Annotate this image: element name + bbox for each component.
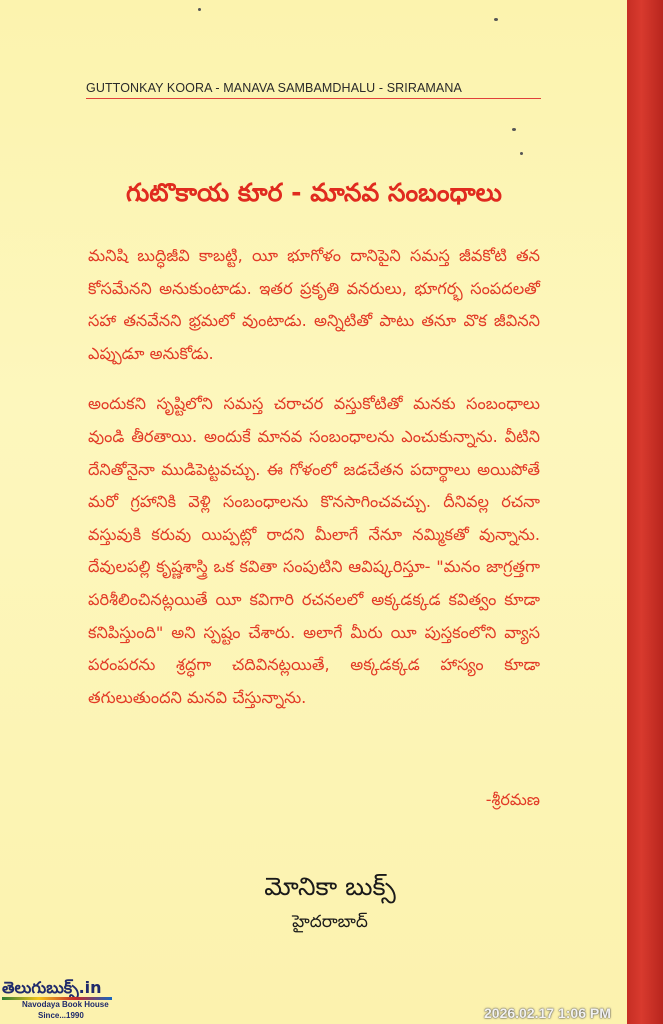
publisher-name: మోనికా బుక్స్ xyxy=(264,872,396,901)
header-divider xyxy=(86,98,541,99)
logo-subtitle: Navodaya Book House xyxy=(22,1000,109,1009)
blurb-paragraph: మనిషి బుద్ధిజీవి కాబట్టి, యీ భూగోళం దానిపైని సమస్త జీవకోటి తన కోసమేనని అనుకుంటాడు. ఇతర ప్రకృతి వనరులు, భూగర్భ సంపదలతో సహా తనవేనని భ్రమలో వుంటాడు. అన్నిటితో పాటు తనూ వొక జీవినని ఎప్పుడూ అనుకోడు. xyxy=(88,246,540,363)
book-spine xyxy=(627,0,663,1024)
book-title: గుటొకాయ కూర - మానవ సంబంధాలు xyxy=(126,178,502,207)
scan-timestamp: 2026.02.17 1:06 PM xyxy=(484,1005,611,1021)
series-title-line: GUTTONKAY KOORA - MANAVA SAMBAMDHALU - SRIRAMANA xyxy=(86,81,462,95)
logo-since: Since...1990 xyxy=(38,1011,84,1020)
logo-text: తెలుగుబుక్స్.in xyxy=(2,978,102,997)
author-signature: -శ్రీరమణ xyxy=(485,790,540,809)
blurb-text xyxy=(88,240,540,714)
watermark-logo xyxy=(0,978,118,1024)
publisher-city: హైదరాబాద్ xyxy=(292,912,368,932)
blurb-paragraph: అందుకని సృష్టిలోని సమస్త చరాచర వస్తుకోటితో మనకు సంబంధాలు వుండి తీరతాయి. అందుకే మానవ సంబంధాలను ఎంచుకున్నాను. వీటిని దేనితోనైనా ముడిపెట్టవచ్చు. ఈ గోళంలో జడచేతన పదార్థాలు అయిపోతే మరో గ్రహానికి వెళ్లి సంబంధాలను కొనసాగించవచ్చు. దీనివల్ల రచనా వస్తువుకి కరువు యిప్పట్లో రాదని మీలాగే నేనూ నమ్మికతో వున్నాను. దేవులపల్లి కృష్ణశాస్త్రి ఒక కవితా సంపుటిని ఆవిష్కరిస్తూ- "మనం జాగ్రత్తగా పరిశీలించినట్లయితే యీ కవిగారి రచనలలో అక్కడక్కడ కవిత్వం కూడా కనిపిస్తుంది" అని స్పష్టం చేశారు. అలాగే మీరు యీ పుస్తకంలోని వ్యాస పరంపరను శ్రద్ధగా చదివినట్లయితే, అక్కడక్కడ హాస్యం కూడా తగులుతుందని మనవి చేస్తున్నాను. xyxy=(88,394,540,707)
